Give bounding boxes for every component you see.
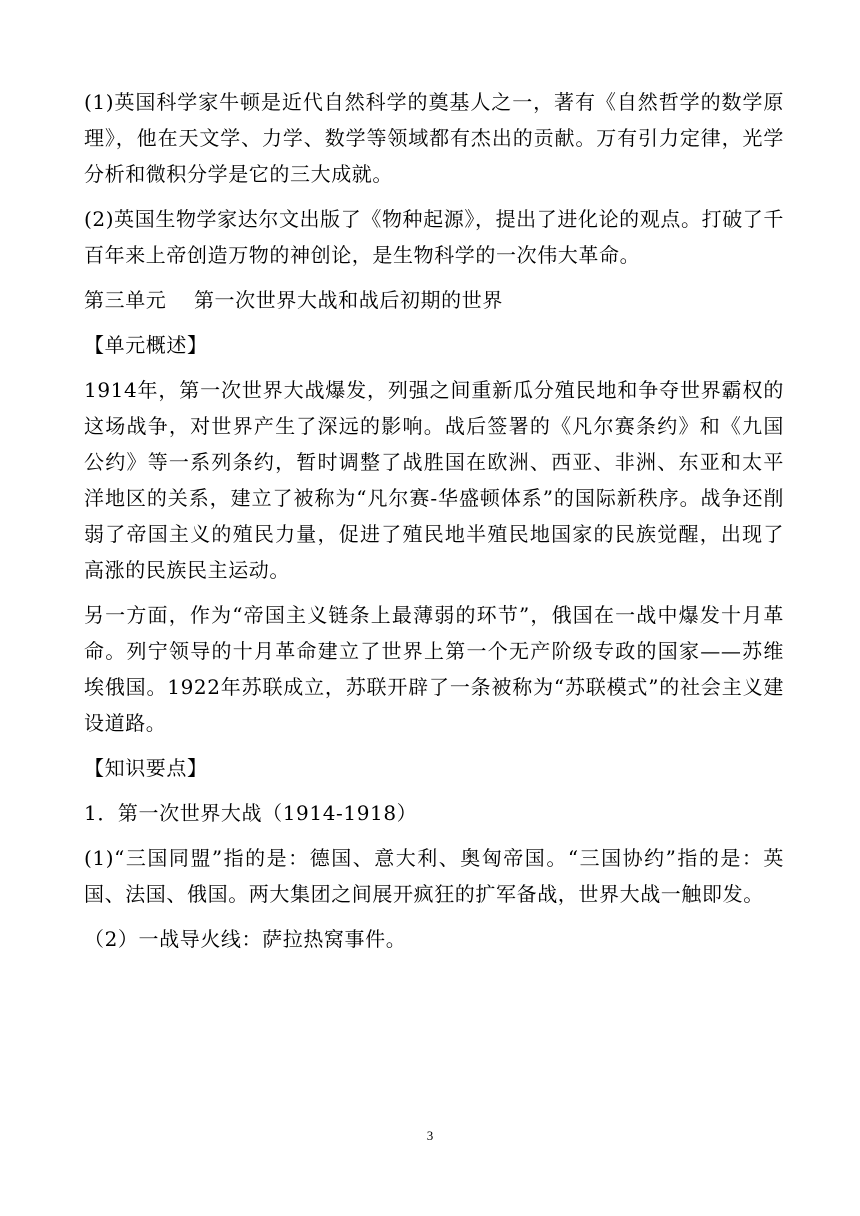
page-number: 3 xyxy=(426,1128,434,1143)
paragraph-darwin: (2)英国生物学家达尔文出版了《物种起源》，提出了进化论的观点。打破了千百年来上帝创造万物的神创论，是生物科学的一次伟大革命。 xyxy=(84,207,784,267)
section-heading-unit-overview: 【单元概述】 xyxy=(84,333,208,357)
paragraph-trigger: （2）一战导火线：萨拉热窝事件。 xyxy=(84,927,407,951)
unit-title: 第三单元 第一次世界大战和战后初期的世界 xyxy=(84,288,503,312)
paragraph-overview-russia: 另一方面，作为“帝国主义链条上最薄弱的环节”，俄国在一战中爆发十月革命。列宁领导的十月革命建立了世界上第一个无产阶级专政的国家——苏维埃俄国。1922年苏联成立，苏联开辟了一条被称为“苏联模式”的社会主义建设道路。 xyxy=(84,603,784,735)
document-body xyxy=(84,84,784,966)
paragraph-overview-ww1: 1914年，第一次世界大战爆发，列强之间重新瓜分殖民地和争夺世界霸权的这场战争，对世界产生了深远的影响。战后签署的《凡尔赛条约》和《九国公约》等一系列条约，暂时调整了战胜国在欧洲、西亚、非洲、东亚和太平洋地区的关系，建立了被称为“凡尔赛-华盛顿体系”的国际新秩序。战争还削弱了帝国主义的殖民力量，促进了殖民地半殖民地国家的民族觉醒，出现了高涨的民族民主运动。 xyxy=(84,378,784,582)
section-heading-key-points: 【知识要点】 xyxy=(84,756,208,780)
subheading-ww1: 1．第一次世界大战（1914-1918） xyxy=(84,801,418,825)
paragraph-newton: (1)英国科学家牛顿是近代自然科学的奠基人之一，著有《自然哲学的数学原理》，他在天文学、力学、数学等领域都有杰出的贡献。万有引力定律，光学分析和微积分学是它的三大成就。 xyxy=(84,90,784,186)
paragraph-alliances: (1)“三国同盟”指的是：德国、意大利、奥匈帝国。“三国协约”指的是：英国、法国、俄国。两大集团之间展开疯狂的扩军备战，世界大战一触即发。 xyxy=(84,846,784,906)
